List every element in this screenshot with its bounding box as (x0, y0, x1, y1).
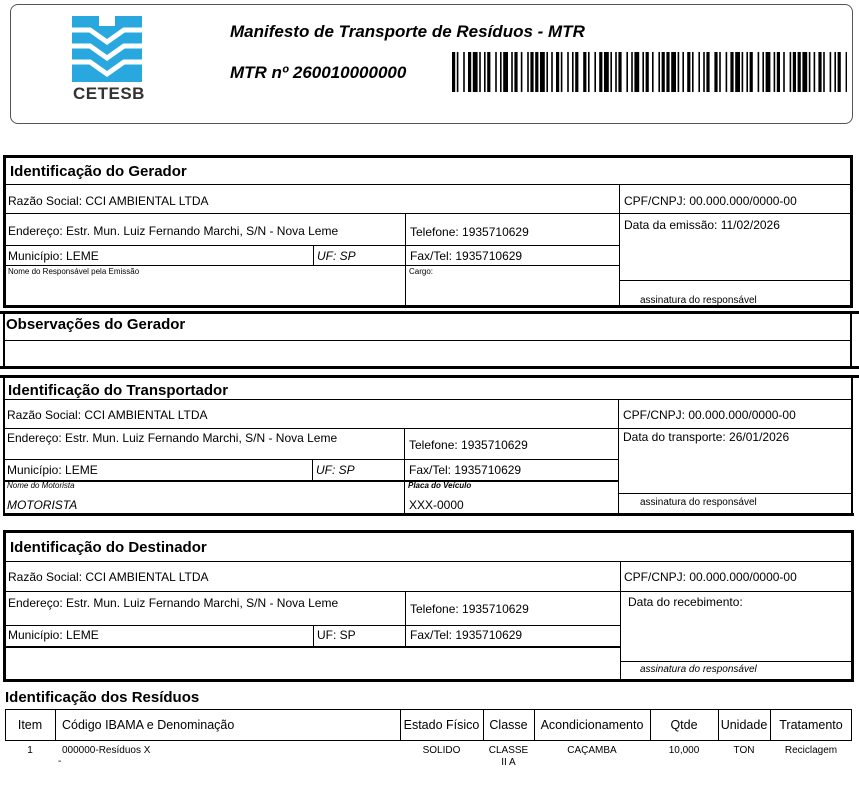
col-unidade: Unidade (720, 718, 768, 732)
transportador-placa: XXX-0000 (409, 498, 464, 512)
divider (312, 459, 313, 480)
transportador-endereco: Endereço: Estr. Mun. Luiz Fernando Marchi, S/N - Nova Leme (7, 431, 338, 445)
destinador-telefone: Telefone: 1935710629 (410, 602, 529, 616)
divider (404, 428, 405, 515)
destinador-cpf-cnpj: CPF/CNPJ: 00.000.000/0000-00 (624, 570, 797, 584)
row-classe-line1: CLASSE (488, 745, 529, 756)
transportador-motorista-label: Nome do Motorista (7, 481, 75, 490)
divider (3, 513, 854, 516)
cetesb-logo-icon (72, 16, 142, 82)
gerador-telefone: Telefone: 1935710629 (410, 225, 529, 239)
gerador-cargo-label: Cargo: (409, 267, 434, 276)
logo-text: CETESB (73, 84, 145, 103)
divider (0, 366, 859, 369)
transportador-placa-label: Placa do Veículo (408, 481, 472, 490)
transportador-motorista: MOTORISTA (7, 498, 78, 512)
divider (55, 709, 56, 741)
divider (5, 184, 851, 185)
transportador-cpf-cnpj: CPF/CNPJ: 00.000.000/0000-00 (623, 408, 796, 422)
divider (4, 428, 852, 429)
row-item: 1 (27, 745, 33, 756)
gerador-responsavel-label: Nome do Responsável pela Emissão (8, 267, 140, 276)
row-qtde: 10,000 (668, 745, 700, 756)
destinador-fax: Fax/Tel: 1935710629 (410, 628, 523, 642)
divider (405, 213, 406, 306)
destinador-title: Identificação do Destinador (10, 539, 207, 556)
gerador-cpf-cnpj: CPF/CNPJ: 00.000.000/0000-00 (624, 194, 797, 208)
observacoes-title: Observações do Gerador (6, 316, 186, 333)
divider (313, 245, 314, 265)
divider (618, 399, 619, 515)
destinador-endereco: Endereço: Estr. Mun. Luiz Fernando Marchi, S/N - Nova Leme (8, 596, 339, 610)
gerador-title: Identificação do Gerador (10, 163, 187, 180)
row-acondicionamento: CAÇAMBA (567, 745, 617, 756)
transportador-razao-social: Razão Social: CCI AMBIENTAL LTDA (7, 408, 208, 422)
gerador-uf: UF: SP (317, 249, 356, 263)
destinador-assinatura: assinatura do responsável (640, 664, 757, 675)
row-tratamento: Reciclagem (784, 745, 838, 756)
col-codigo: Código IBAMA e Denominação (62, 718, 235, 732)
divider (618, 493, 852, 494)
gerador-fax: Fax/Tel: 1935710629 (410, 249, 523, 263)
divider (4, 340, 850, 341)
gerador-data-emissao: Data da emissão: 11/02/2026 (624, 218, 780, 232)
col-estado: Estado Físico (403, 718, 480, 732)
residuos-title: Identificação dos Resíduos (5, 689, 200, 706)
divider (405, 591, 406, 647)
transportador-uf: UF: SP (316, 463, 355, 477)
divider (3, 375, 5, 515)
transportador-title: Identificação do Transportador (8, 382, 229, 399)
divider (5, 646, 620, 648)
mtr-number: MTR nº 260010000000 (230, 63, 407, 82)
transportador-fax: Fax/Tel: 1935710629 (409, 463, 522, 477)
row-codigo-extra: - (58, 756, 62, 767)
col-tratamento: Tratamento (779, 718, 843, 732)
divider (5, 213, 851, 214)
divider (5, 245, 619, 246)
row-classe-line2: II A (501, 757, 516, 768)
divider (0, 311, 859, 314)
divider (620, 661, 852, 662)
gerador-assinatura: assinatura do responsável (640, 295, 757, 306)
divider (620, 561, 621, 680)
divider (313, 625, 314, 647)
destinador-uf: UF: SP (317, 628, 356, 642)
document-title: Manifesto de Transporte de Resíduos - MTR (230, 22, 585, 41)
destinador-data-recebimento: Data do recebimento: (628, 595, 743, 609)
transportador-telefone: Telefone: 1935710629 (409, 438, 528, 452)
divider (850, 311, 852, 368)
col-item: Item (17, 718, 43, 732)
destinador-municipio: Município: LEME (8, 628, 99, 642)
transportador-assinatura: assinatura do responsável (640, 497, 757, 508)
transportador-data-transporte: Data do transporte: 26/01/2026 (623, 430, 790, 444)
gerador-endereco: Endereço: Estr. Mun. Luiz Fernando Marchi, S/N - Nova Leme (8, 224, 339, 238)
divider (4, 399, 852, 400)
divider (851, 375, 853, 515)
col-qtde: Qtde (670, 718, 698, 732)
divider (4, 480, 618, 482)
divider (0, 375, 859, 378)
col-classe: Classe (489, 718, 528, 732)
divider (5, 265, 619, 266)
barcode-icon (452, 52, 847, 92)
col-acondicionamento: Acondicionamento (540, 718, 644, 732)
row-unidade: TON (733, 745, 755, 756)
row-codigo: 000000-Resíduos X (62, 745, 151, 756)
gerador-municipio: Município: LEME (8, 249, 99, 263)
divider (4, 459, 618, 460)
transportador-municipio: Município: LEME (7, 463, 98, 477)
destinador-razao-social: Razão Social: CCI AMBIENTAL LTDA (8, 570, 209, 584)
divider (619, 184, 620, 306)
divider (5, 591, 852, 592)
divider (5, 561, 852, 562)
gerador-razao-social: Razão Social: CCI AMBIENTAL LTDA (8, 194, 209, 208)
divider (619, 280, 851, 281)
row-estado: SOLIDO (422, 745, 461, 756)
